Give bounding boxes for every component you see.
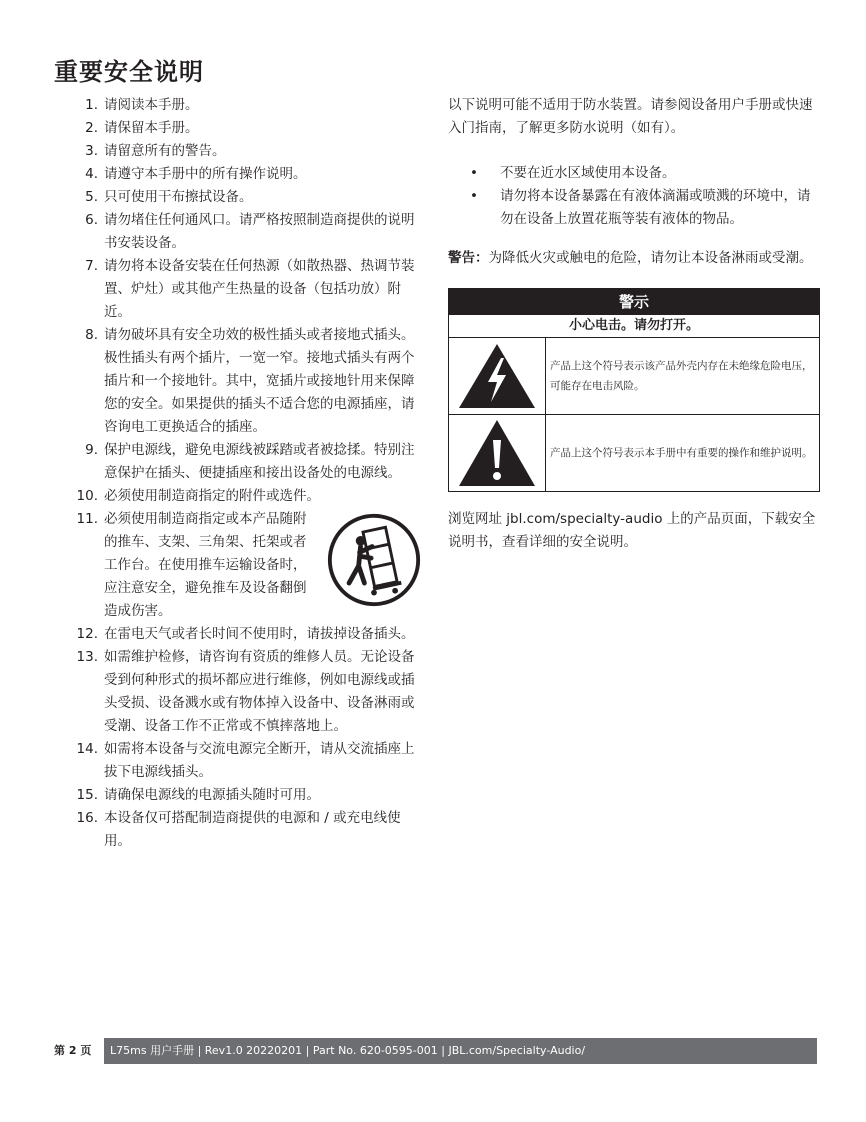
- item-text: 保护电源线，避免电源线被踩踏或者被捻揉。特别注意保护在插头、便捷插座和接出设备处的电源线。: [104, 442, 415, 481]
- list-item: [448, 185, 820, 231]
- exclamation-warning-icon: [457, 418, 537, 488]
- list-item: [74, 255, 424, 324]
- warning-label: 警告：: [448, 250, 489, 266]
- water-bullet-list: [448, 162, 820, 231]
- caution-row: [449, 338, 819, 415]
- bullet-dot: •: [470, 165, 478, 181]
- list-item: [74, 186, 424, 209]
- item-text: 请遵守本手册中的所有操作说明。: [104, 166, 307, 182]
- item-text: 本设备仅可搭配制造商提供的电源和 / 或充电线使用。: [104, 810, 401, 849]
- caution-row: [449, 415, 819, 491]
- page-title: 重要安全说明: [54, 58, 204, 86]
- caution-row-text: 产品上这个符号表示该产品外壳内存在未绝缘危险电压，可能存在电击风险。: [550, 360, 813, 392]
- item-number: 5.: [85, 189, 98, 205]
- list-item: [74, 784, 424, 807]
- item-number: 4.: [85, 166, 98, 182]
- lightning-warning-icon: [457, 342, 537, 410]
- list-item: [448, 162, 820, 185]
- item-text: 如需维护检修，请咨询有资质的维修人员。无论设备受到何种形式的损坏都应进行维修，例如电源线或插头受损、设备溅水或有物体掉入设备中、设备淋雨或受潮、设备工作不正常或不慎摔落地上。: [104, 649, 415, 734]
- item-number: 13.: [76, 649, 98, 665]
- item-text: 在雷电天气或者长时间不使用时，请拔掉设备插头。: [104, 626, 415, 642]
- browse-note: 浏览网址 jbl.com/specialty-audio 上的产品页面，下载安全说明书，查看详细的安全说明。: [448, 511, 816, 550]
- caution-table: [448, 288, 820, 492]
- bullet-dot: •: [470, 188, 478, 204]
- warning-text: 为降低火灾或触电的危险，请勿让本设备淋雨或受潮。: [488, 250, 813, 266]
- list-item: [74, 140, 424, 163]
- item-text: 请勿将本设备安装在任何热源（如散热器、热调节装置、炉灶）或其他产生热量的设备（包括功放）附近。: [104, 258, 415, 320]
- item-number: 2.: [85, 120, 98, 136]
- item-text: 必须使用制造商指定的附件或选件。: [104, 488, 320, 504]
- item-text: 请勿破坏具有安全功效的极性插头或者接地式插头。极性插头有两个插片，一宽一窄。接地式插头有两个插片和一个接地针。其中，宽插片或接地针用来保障您的安全。如果提供的插头不适合您的电源插座，请咨询电工更换适合的插座。: [104, 327, 415, 435]
- item-number: 8.: [85, 327, 98, 343]
- right-column: [448, 94, 820, 554]
- item-text: 请阅读本手册。: [104, 97, 199, 113]
- list-item: [74, 209, 424, 255]
- item-text: 请保留本手册。: [104, 120, 199, 136]
- list-item: [74, 738, 424, 784]
- item-text: 请确保电源线的电源插头随时可用。: [104, 787, 320, 803]
- item-number: 10.: [76, 488, 98, 504]
- item-text: 必须使用制造商指定或本产品随附的推车、支架、三角架、托架或者工作台。在使用推车运输设备时，应注意安全，避免推车及设备翻倒造成伤害。: [104, 511, 307, 619]
- list-item: [74, 623, 424, 646]
- list-item: [74, 646, 424, 738]
- list-item: [74, 117, 424, 140]
- list-item: [74, 94, 424, 117]
- item-number: 14.: [76, 741, 98, 757]
- caution-icon-cell: [449, 415, 546, 491]
- caution-subheader: 小心电击。请勿打开。: [449, 315, 819, 338]
- list-item: [74, 807, 424, 853]
- item-number: 16.: [76, 810, 98, 826]
- item-number: 12.: [76, 626, 98, 642]
- list-item: [74, 324, 424, 439]
- caution-row-text: 产品上这个符号表示本手册中有重要的操作和维护说明。: [550, 447, 813, 459]
- item-text: 只可使用干布擦拭设备。: [104, 189, 253, 205]
- list-item: [74, 508, 424, 623]
- item-text: 请勿堵住任何通风口。请严格按照制造商提供的说明书安装设备。: [104, 212, 415, 251]
- caution-icon-cell: [449, 338, 546, 414]
- item-number: 11.: [76, 511, 98, 527]
- item-text: 如需将本设备与交流电源完全断开，请从交流插座上拔下电源线插头。: [104, 741, 415, 780]
- item-number: 7.: [85, 258, 98, 274]
- list-item: [74, 163, 424, 186]
- item-text: 请勿将本设备暴露在有液体滴漏或喷溅的环境中，请勿在设备上放置花瓶等装有液体的物品。: [500, 188, 811, 227]
- warning-paragraph: [448, 247, 820, 270]
- item-number: 3.: [85, 143, 98, 159]
- item-number: 1.: [85, 97, 98, 113]
- page-footer: [54, 1038, 817, 1064]
- instructions-list: [74, 94, 424, 853]
- item-text: 不要在近水区域使用本设备。: [500, 165, 676, 181]
- waterproof-note: 以下说明可能不适用于防水装置。请参阅设备用户手册或快速入门指南，了解更多防水说明（如有）。: [448, 97, 813, 136]
- instructions-column: [74, 94, 424, 853]
- item-text: 请留意所有的警告。: [104, 143, 226, 159]
- cart-tip-over-icon: [326, 512, 422, 608]
- page-number: 第 2 页: [54, 1044, 92, 1057]
- item-number: 15.: [76, 787, 98, 803]
- footer-info: L75ms 用户手册 | Rev1.0 20220201 | Part No. 620-0595-001 | JBL.com/Specialty-Audio/: [104, 1038, 817, 1064]
- list-item: [74, 439, 424, 485]
- item-number: 6.: [85, 212, 98, 228]
- caution-header: 警示: [449, 289, 819, 315]
- item-number: 9.: [85, 442, 98, 458]
- list-item: [74, 485, 424, 508]
